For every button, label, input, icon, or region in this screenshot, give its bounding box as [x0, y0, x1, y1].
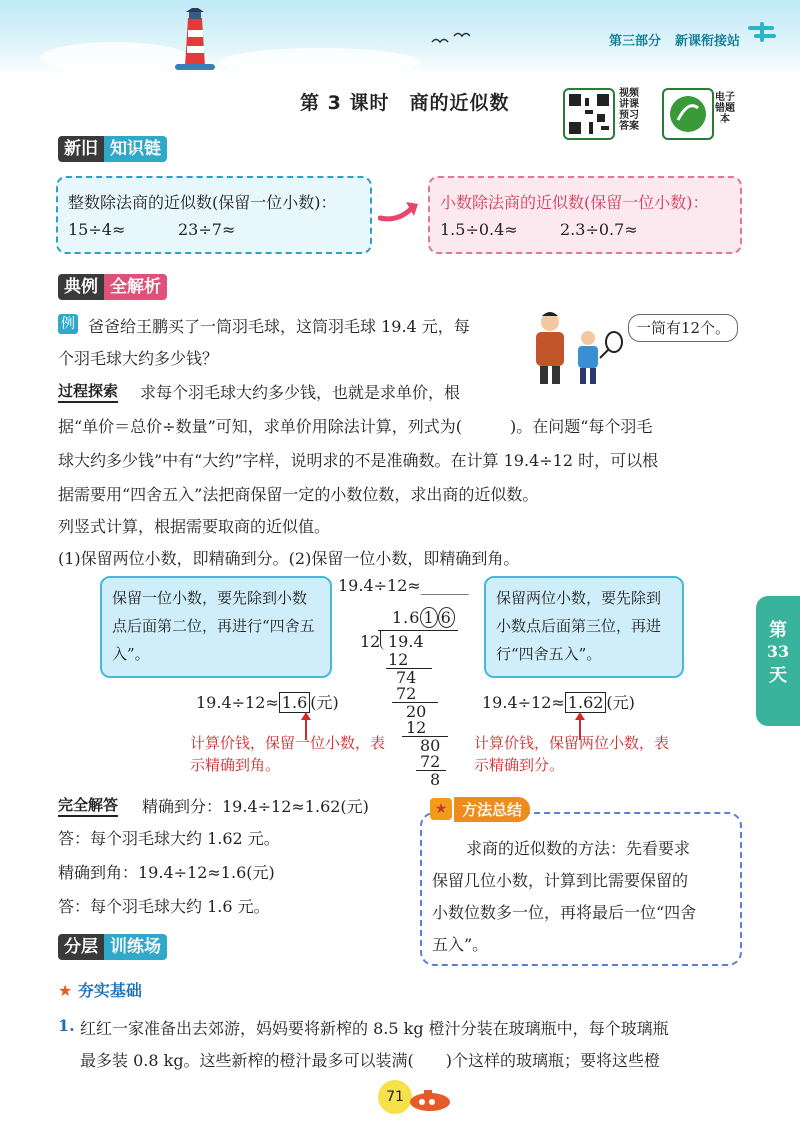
process-line-1: 求每个羽毛球大约多少钱，也就是求单价，根: [140, 383, 461, 402]
result-expr: 19.4÷12≈: [196, 693, 279, 712]
old-knowledge-title: 整数除法商的近似数(保留一位小数)：: [68, 193, 337, 212]
section-label: 第三部分: [608, 34, 661, 49]
star-icon: ★: [430, 798, 452, 820]
submarine-icon: [408, 1088, 452, 1112]
section-badge-practice: [58, 934, 167, 960]
answer-label: 完全解答: [58, 794, 118, 817]
note-left: 计算价钱，保留一位小数，表示精确到角。: [190, 734, 386, 774]
badge-part-a: 典例: [58, 274, 104, 300]
result-expr: 19.4÷12≈: [482, 693, 565, 712]
division-step: 80: [420, 736, 441, 755]
badge-part-a: 分层: [58, 934, 104, 960]
lesson-title: 第 3 课时 商的近似数: [300, 92, 510, 114]
method-title: 方法总结: [454, 797, 530, 822]
answer-line-3: 精确到角：19.4÷12≈1.6(元): [58, 863, 275, 882]
cloud-decoration: [220, 48, 420, 76]
day-side-tab: [756, 596, 800, 726]
old-knowledge-box: [56, 176, 372, 254]
new-expr: 2.3÷0.7≈: [560, 220, 638, 239]
division-bracket: [380, 630, 387, 650]
header-decoration-icon: [746, 22, 778, 44]
question-line-2: 最多装 0.8 kg。这些新榨的橙汁最多可以装满( )个这样的玻璃瓶；要将这些橙: [80, 1051, 661, 1070]
wrongbook-qr-code[interactable]: [662, 88, 714, 140]
star-icon: ★: [58, 981, 73, 1000]
sub-heading-label: 夯实基础: [77, 981, 142, 1000]
result-value: 1.6: [279, 692, 310, 713]
process-line-5: 列竖式计算，根据需要取商的近似值。: [58, 517, 331, 536]
division-step: 74: [396, 668, 417, 687]
right-result: [482, 690, 635, 713]
quotient: [392, 608, 455, 627]
quotient-circled-digit: 6: [438, 607, 455, 628]
method-line-3: 小数位数多一位，再将最后一位“四舍: [432, 903, 697, 922]
badge-part-b: 全解析: [104, 274, 167, 300]
problem-line-1: 爸爸给王鹏买了一筒羽毛球，这筒羽毛球 19.4 元，每: [88, 317, 470, 336]
process-label: 过程探索: [58, 380, 118, 403]
new-knowledge-title: 小数除法商的近似数(保留一位小数)：: [440, 193, 709, 212]
old-expr: 15÷4≈: [68, 220, 126, 239]
division-step: 72: [396, 684, 417, 703]
page-number-badge: 71: [378, 1080, 412, 1114]
division-step: 72: [420, 752, 441, 771]
method-line-2: 保留几位小数，计算到比需要保留的: [432, 871, 689, 890]
cloud-decoration: [40, 42, 190, 74]
side-tab-text: 天: [769, 665, 787, 686]
left-result: [196, 690, 339, 713]
calc-head: 19.4÷12≈______: [338, 576, 469, 595]
section-badge-knowledge-link: [58, 136, 167, 162]
practice-sub-heading: [58, 978, 142, 1001]
new-expr: 1.5÷0.4≈: [440, 220, 518, 239]
division-step: 12: [406, 718, 427, 737]
method-line-4: 五入”。: [432, 935, 489, 954]
result-unit: (元): [606, 693, 635, 712]
result-unit: (元): [310, 693, 339, 712]
bird-icon: [430, 32, 470, 48]
answer-line-1: 精确到分：19.4÷12≈1.62(元): [142, 797, 369, 816]
process-line-6: (1)保留两位小数，即精确到分。(2)保留一位小数，即精确到角。: [58, 549, 520, 568]
method-line-1: 求商的近似数的方法：先看要求: [466, 839, 691, 858]
old-expr: 23÷7≈: [178, 220, 236, 239]
video-qr-code[interactable]: [563, 88, 615, 140]
note-right: 计算价钱，保留两位小数，表示精确到分。: [474, 734, 670, 774]
section-badge-example: [58, 274, 167, 300]
badge-part-b: 训练场: [104, 934, 167, 960]
division-bar: [378, 630, 458, 631]
answer-line-2: 答：每个羽毛球大约 1.62 元。: [58, 829, 280, 848]
hint-bubble-left: 保留一位小数，要先除到小数点后面第二位，再进行“四舍五入”。: [100, 576, 332, 678]
video-qr-caption: 视频讲课预习答案: [619, 88, 639, 132]
example-tag: 例: [58, 314, 78, 334]
process-line-3: 球大约多少钱”中有“大约”字样，说明求的不是准确数。在计算 19.4÷12 时，可以根: [58, 451, 659, 470]
question-line-1: 红红一家准备出去郊游，妈妈要将新榨的 8.5 kg 橙汁分装在玻璃瓶中，每个玻璃瓶: [80, 1019, 669, 1038]
division-step: 12: [388, 650, 409, 669]
dividend: 19.4: [388, 632, 424, 651]
column-label: 新课衔接站: [674, 34, 740, 49]
side-tab-text: 第: [769, 620, 787, 641]
speech-bubble: 一筒有12个。: [628, 314, 738, 342]
father-son-illustration: [520, 310, 630, 386]
quotient-digits: 1.6: [392, 608, 421, 627]
badge-part-b: 知识链: [104, 136, 167, 162]
lighthouse-icon: [170, 8, 220, 72]
process-line-4: 据需要用“四舍五入”法把商保留一定的小数位数，求出商的近似数。: [58, 485, 539, 504]
division-step: 8: [430, 770, 441, 789]
answer-line-4: 答：每个羽毛球大约 1.6 元。: [58, 897, 270, 916]
division-step: 20: [406, 702, 427, 721]
new-knowledge-box: [428, 176, 742, 254]
hint-bubble-right: 保留两位小数，要先除到小数点后面第三位，再进行“四舍五入”。: [484, 576, 684, 678]
question-number: 1.: [58, 1016, 75, 1035]
badge-part-a: 新旧: [58, 136, 104, 162]
process-line-2: 据“单价＝总价÷数量”可知，求单价用除法计算，列式为( )。在问题“每个羽毛: [58, 417, 653, 436]
wrongbook-qr-caption: 电子错题本: [715, 92, 735, 125]
arrow-icon: [378, 198, 420, 224]
problem-line-2: 个羽毛球大约多少钱？: [58, 349, 219, 368]
result-value: 1.62: [565, 692, 607, 713]
method-title-badge: [430, 796, 530, 822]
side-tab-number: 33: [766, 642, 790, 661]
divisor: 12: [360, 632, 381, 651]
header-section-label: [595, 30, 740, 49]
quotient-circled-digit: 1: [420, 607, 437, 628]
